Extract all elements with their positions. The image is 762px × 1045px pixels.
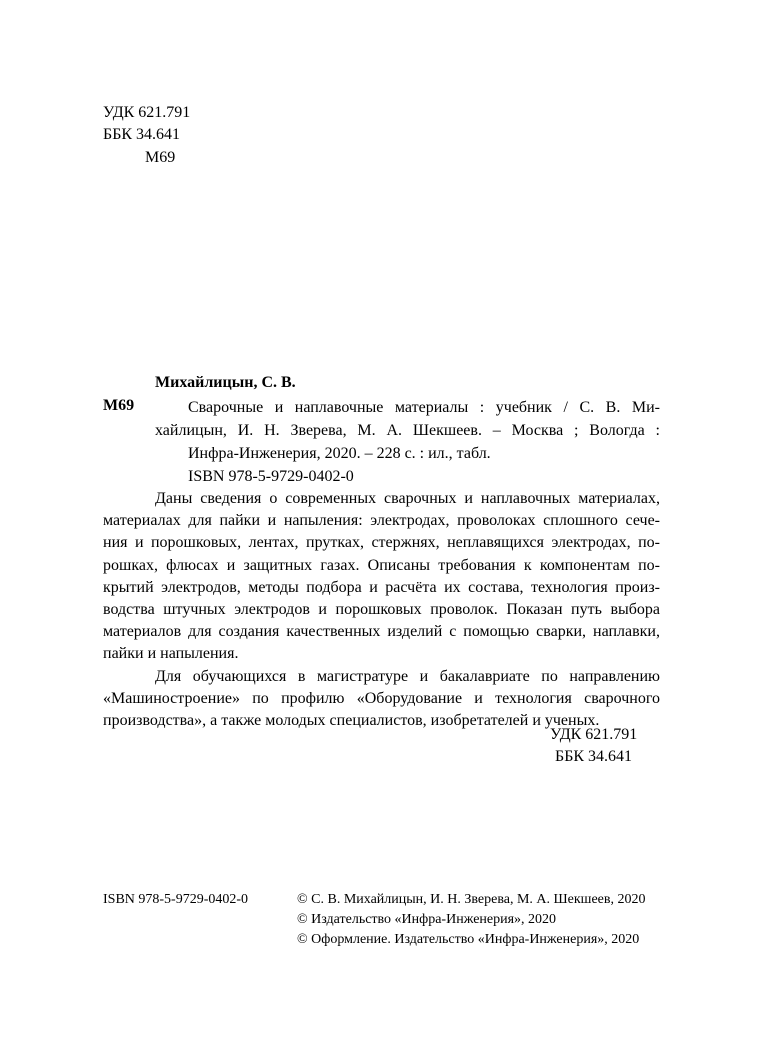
abstract-line: крытий электродов, методы подбора и расчёта их состава, технология произ- xyxy=(103,578,660,596)
copyright-publisher: © Издательство «Инфра-Инженерия», 2020 xyxy=(297,912,557,927)
abstract-line: рошках, флюсах и защитных газах. Описаны требования к компонентам по- xyxy=(103,556,660,574)
abstract-line: ния и порошковых, лентах, прутках, стержнях, неплавящихся электродах, по- xyxy=(103,534,660,552)
copyright-design: © Оформление. Издательство «Инфра-Инженерия», 2020 xyxy=(297,932,640,947)
author-heading: Михайлицын, С. В. xyxy=(155,374,296,391)
abstract-line: Для обучающихся в магистратуре и бакалавриате по направлению xyxy=(155,667,660,685)
abstract-line: водства штучных электродов и порошковых проволок. Показан путь выбора xyxy=(103,601,660,619)
biblio-line: Инфра-Инженерия, 2020. – 228 с. : ил., табл. xyxy=(188,445,491,462)
abstract-line: пайки и напыления. xyxy=(103,645,239,663)
copyright-authors: © С. В. Михайлицын, И. Н. Зверева, М. А. Шекшеев, 2020 xyxy=(297,892,646,907)
abstract-line: «Машиностроение» по профилю «Оборудование и технология сварочного xyxy=(103,689,660,707)
abstract-line: производства», а также молодых специалистов, изобретателей и ученых. xyxy=(103,712,600,730)
author-code-top: М69 xyxy=(145,149,176,166)
abstract-line: Даны сведения о современных сварочных и наплавочных материалах, xyxy=(155,490,660,507)
biblio-line: Сварочные и наплавочные материалы : учебник / С. В. Ми- xyxy=(188,399,660,416)
biblio-isbn: ISBN 978-5-9729-0402-0 xyxy=(188,468,354,485)
bibliographic-record xyxy=(155,396,660,488)
biblio-line: хайлицын, И. Н. Зверева, М. А. Шекшеев. – Москва ; Вологда : xyxy=(155,422,660,439)
udk-code-top: УДК 621.791 xyxy=(103,104,191,121)
abstract-line: материалов для создания качественных изделий с помощью сварки, наплавки, xyxy=(103,623,660,641)
udk-code-bottom: УДК 621.791 xyxy=(550,726,638,743)
author-code-left: М69 xyxy=(103,397,135,414)
footer-isbn: ISBN 978-5-9729-0402-0 xyxy=(103,892,249,907)
bbk-code-bottom: ББК 34.641 xyxy=(555,748,633,765)
abstract-line: материалах для пайки и напыления: электродах, проволоках сплошного сече- xyxy=(103,512,660,530)
bbk-code-top: ББК 34.641 xyxy=(103,126,181,143)
abstract xyxy=(103,488,660,732)
